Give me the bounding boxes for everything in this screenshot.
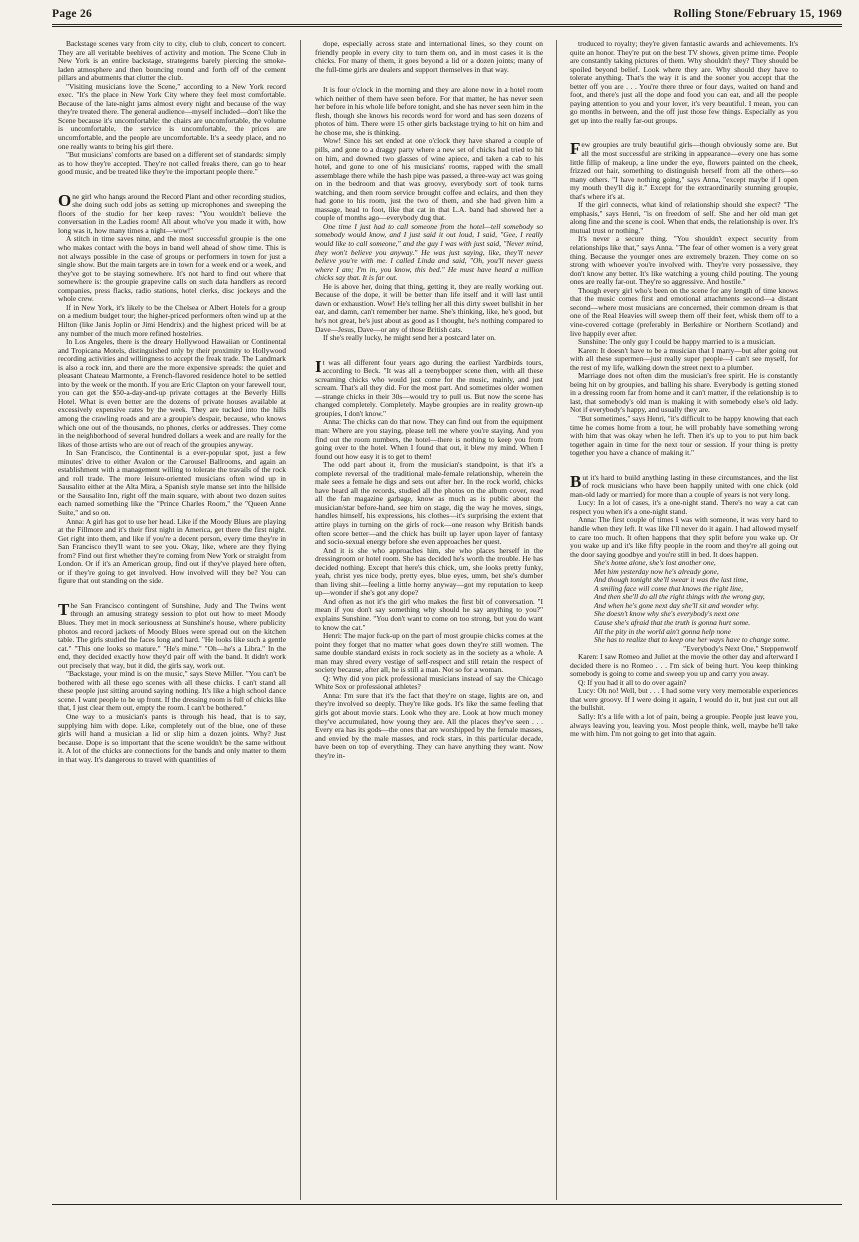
footer-rule bbox=[52, 1204, 842, 1205]
paragraph-text: Karen: It doesn't have to be a musician that I marry—but after going out with all these supermen—just really super people—I can't see myself, for the rest of my life, walking down the street next to a plumber. bbox=[570, 345, 798, 372]
magazine-issue-line: Rolling Stone/February 15, 1969 bbox=[673, 8, 842, 20]
paragraph bbox=[315, 40, 543, 74]
paragraph bbox=[315, 418, 543, 461]
article-column-1 bbox=[58, 40, 286, 1200]
header-rule bbox=[52, 24, 842, 25]
drop-cap: F bbox=[570, 139, 581, 159]
drop-cap: T bbox=[58, 599, 70, 619]
lyric-line: And though tonight she'll swear it was the last time, bbox=[594, 575, 749, 585]
paragraph bbox=[570, 287, 798, 338]
drop-cap: B bbox=[570, 471, 582, 491]
article-column-2 bbox=[315, 40, 543, 1200]
paragraph-text: If she's really lucky, he might send her a postcard later on. bbox=[323, 333, 496, 343]
paragraph bbox=[58, 599, 286, 670]
paragraph-text: he San Francisco contingent of Sunshine, Judy and The Twins went through an amusing strategy session to plot out how to meet Moody Blues. They met in mock seriousness at Sunshine's house, where publicity photos and record jackets of Moody Blues were spread out on the kitchen table. The girls studied the faces long and hard. "He looks like such a gentle cat." "This one looks so mature." "He's mine." "Oh—he's a Libra." In the end, they decided exactly how they'd pair off with the band. It didn't work out precisely that way, but it did, the girls say, work out. bbox=[58, 600, 286, 670]
paragraph-text: Q: If you had it all to do over again? bbox=[578, 677, 687, 687]
paragraph bbox=[315, 598, 543, 632]
paragraph bbox=[58, 235, 286, 303]
paragraph-text: Backstage scenes vary from city to city, club to club, concert to concert. They are all veritable beehives of activity and motion. The Scene Club in New York is an entire backstage, strategems barely piercing the smoke-laden atmosphere and then bouncing round and forth off of the cement pillars and abutments that clutter the club. bbox=[58, 40, 286, 83]
paragraph bbox=[315, 461, 543, 546]
paragraph-text: He is above her, doing that thing, getting it, they are really working out. Because of the dope, it will be better than life itself and it will last until dawn or exhaustion. Wow! He's telling her all this dirty sweet bullshit in her ear, and damn, can't remember her name. She's thinking, like, he's good, but he's not great, he's just about as good as I thought, he's nothing compared to Dave—Jesus, Dave—or any of those British cats. bbox=[315, 281, 543, 334]
paragraph bbox=[315, 223, 543, 283]
page-header bbox=[52, 4, 842, 22]
paragraph bbox=[58, 190, 286, 236]
paragraph bbox=[315, 547, 543, 598]
lyric-line: She's home alone, she's lost another one, bbox=[594, 558, 716, 568]
paragraph bbox=[570, 201, 798, 235]
paragraph bbox=[570, 372, 798, 415]
lyrics-credit: "Everybody's Next One," Steppenwolf bbox=[683, 643, 798, 653]
paragraph bbox=[570, 653, 798, 679]
paragraph bbox=[315, 334, 543, 343]
paragraph-text: Q: Why did you pick professional musicians instead of say the Chicago White Sox or professional athletes? bbox=[315, 673, 543, 692]
paragraph bbox=[58, 449, 286, 517]
column-divider bbox=[300, 40, 301, 1200]
paragraph-text: Wow! Since his set ended at one o'clock they have shared a couple of pills, and gone to a draggy party where a new set of chicks had tried to hit on him, and downed two glasses of wine apiece, and taken a cab to his hotel, and gone to one of his musicians' rooms, rapped with the small assemblage there while the hash pipe was passed, a three-way act was going on in the bedroom and that was groovy, everybody sort of took turns watching, and then room service brought coffee and eclairs, and then they had gone to his room, just the two of them, and she had given him a massage, head to foot, like that cat in that L.A. band had showed her a couple of months ago—everybody dug that. bbox=[315, 136, 543, 223]
paragraph bbox=[570, 415, 798, 458]
paragraph bbox=[58, 83, 286, 151]
paragraph-text: Lucy: In a lot of cases, it's a one-night stand. There's no way a cat can respect you when it's a one-night stand. bbox=[570, 498, 798, 516]
paragraph-text: And often as not it's the girl who makes the first bit of conversation. "I mean if you don't say something why should he say anything to you?" explains Sunshine. "You don't want to come on too strong, but you do want to know the cat." bbox=[315, 596, 543, 632]
paragraph-text: A stitch in time saves nine, and the most successful groupie is the one who makes contact with the boys in band well ahead of show time. This is not always possible in the case of groups or performers in town for just a single show. But the main targets are in town for a week end or a week, and they've got to be staying somewhere. It's not hard to find out where that somewhere is: the groupie grapevine calls on such data handlers as record companies, press flacks, radio stations, hotel clerks, disc jockeys and the whole crew. bbox=[58, 234, 286, 304]
paragraph bbox=[315, 692, 543, 760]
paragraph-text: t was all different four years ago during the earliest Yardbirds tours, according to Beck. "It was all a teenybopper scene then, with all these screaming chicks who would just come for the music, mainly, and just scream. That's all they did. For the most part. And sometimes older women—strange chicks in their 30s—would try to pull us. But now the scene has changed completely. Completely. Maybe groupies are in reality grown-up groupies, I don't know." bbox=[315, 357, 543, 418]
paragraph bbox=[570, 516, 798, 559]
paragraph-text: Marriage does not often dim the musician's free spirit. He is constantly being hit on by groupies, and balling his share. Everybody is getting stoned in a dressing room far from home and it can't matter, if the relationship is to last, that somebody's old man is making it with somebody else's old lady. Not if everybody's happy, and usually they are. bbox=[570, 371, 798, 415]
paragraph-text: Anna: The first couple of times I was with someone, it was very hard to handle when they left. It was like I'll never do it again. I had allowed myself to care too much. It often happens that they split before you wake up. Or you wake up and it's like fifty people in the room and they're all going out the door saying goodbye and you're still in bed. It does happen. bbox=[570, 515, 798, 559]
paragraph bbox=[315, 283, 543, 334]
paragraph-text: "But sometimes," says Henri, "it's difficult to be happy knowing that each time he comes home from a tour, he will probably have something wrong with him that was okay when he left. Then it's up to you to put him back together again in time for the next tour or session. If your thing is pretty together you have a chance of making it." bbox=[570, 413, 798, 458]
paragraph bbox=[570, 141, 798, 201]
lyric-line: A smiling face will come that knows the right line, bbox=[594, 583, 744, 593]
paragraph-text: And it is she who approaches him, she who places herself in the dressingroom or hotel room. She has decided he's worth the trouble. He has decided nothing. Except that here's this chick, um, she looks pretty funky, yeah, christ yes nice body, pretty eyes, blue eyes, umm, bet she's dumber than living shit—feeling a little horny anyway—got my reputation to keep up—wonder if she's got any dope? bbox=[315, 545, 543, 598]
paragraph-text: ne girl who hangs around the Record Plant and other recording studios, she doing such odd jobs as setting up microphones and sweeping the floors of the studio for her keep raves: "You wouldn't believe the conversation in the Ladies room! All about who've you made it with, how long was it, how many times a night—wow!" bbox=[58, 191, 286, 235]
paragraph bbox=[315, 632, 543, 675]
paragraph-text: Sally: It's a life with a lot of pain, being a groupie. People just leave you, always leaving you, leaving you. Most people think, well, maybe he'll take me with him. I'm not going to get into that again. bbox=[570, 712, 798, 739]
paragraph bbox=[570, 687, 798, 713]
lyric-line: She has to realize that to keep one her ways have to change some. bbox=[594, 635, 790, 645]
paragraph bbox=[315, 137, 543, 222]
drop-cap: O bbox=[58, 190, 72, 210]
paragraph bbox=[58, 670, 286, 713]
paragraph-text: It's never a secure thing. "You shouldn't expect security from relationships like that," says Anna. "The fear of other women is a very great thing. Because the younger ones are extremely brazen. They come on so strong with whoever you're involved with. They're very possessive, they don't know any better. It's like watching a young child pouting. The young ones are really far-out. They're so aggressive. And hostile." bbox=[570, 234, 798, 287]
header-rule-double bbox=[52, 26, 842, 27]
lyric-line: And when he's gone next day she'll sit and wonder why. bbox=[594, 600, 759, 610]
page-number: Page 26 bbox=[52, 8, 93, 20]
article-column-3 bbox=[570, 40, 798, 1200]
paragraph bbox=[315, 356, 543, 419]
lyric-line: Met him yesterday now he's already gone, bbox=[594, 566, 719, 576]
paragraph-text: Anna: A girl has got to use her head. Like if the Moody Blues are playing at the Fillmore and it's their first night in America, get there the first night. Get right into them, and like if you're a decent person, every time they're in San Francisco they'll want to see you. Okay, like, where are they flying from? Find out first whether they're coming from New York or straight from London. Or if it's an American group, find out if they've played here often, or if they're going to get involved. How involved will they be? You can figure that out standing on the side. bbox=[58, 516, 286, 586]
lyric-line: And then she'll do all the right things with the wrong guy, bbox=[594, 592, 765, 602]
paragraph-text: In Los Angeles, there is the dreary Hollywood Hawaiian or Continental and Tropicana Motels, distinguished only by their proximity to Hollywood recording activities and willingness to accept the freak trade. The Landmark is also a rock inn, and there are the more expensive spreads: the quiet and pleasant Chateau Marmonte, a French-flavored residence hotel to be settled into by the week or the month. If you are Eric Clapton on your farewell tour, you can get the $50-a-day-and-up private cottages at the Beverly Hills Hotel. What is even better are the dozens of private houses available at excessively expensive rates by the week. They are tucked into the hills among the crawling roads and are a groupie's despair, because, who knows which one out of the thousands, no phones, clerks or addresses. They come in the neighborhood of several hundred dollars a week and are really for the likes of those artists who are out of reach of the groupies anyway. bbox=[58, 337, 286, 449]
song-lyrics bbox=[594, 559, 798, 644]
paragraph bbox=[570, 40, 798, 125]
paragraph-text: The odd part about it, from the musician's standpoint, is that it's a complete reversal of the traditional male-female relationship, wherein the male sees a female he digs and sets out after her. In the rock world, chicks have heard all the records, studied all the photos on the album cover, read all the fan magazine garbage, know as much as is public about the musician/star before-hand, see him on stage, dig the way he moves, sings, handles himself, his expressions, his clothes—it's surprising the extent that attire plays in turning on the girls of rock—one reason why British bands often score better—and the chick has built up layer upon layer of fantasy and socio-sexual energy before she even approaches her quest. bbox=[315, 460, 543, 547]
paragraph-text: Though every girl who's been on the scene for any length of time knows that the music comes first and emotional attachments second—a distant second—where most musicians are concerned, their common dream is that one of the Real Heavies will sweep them off their feet, whisk them off to a vine-covered cottage (preferably in Berkshire or Northern Scotland) and live happily ever after. bbox=[570, 285, 798, 338]
paragraph bbox=[570, 499, 798, 516]
lyric-line: Cause she's afraid that the truth is gonna hurt some. bbox=[594, 618, 751, 627]
paragraph-text: Sunshine: The only guy I could be happy married to is a musician. bbox=[578, 337, 776, 347]
paragraph bbox=[570, 347, 798, 373]
paragraph-text: Henri: The major fuck-up on the part of most groupie chicks comes at the point they forget that no matter what goes down they're still women. The same double standard exists in rock society as in the society as a whole. A man may shred every vestige of self-respect and still retain the respect of society because, after all, he is still a man. Not so for a woman. bbox=[315, 631, 543, 675]
paragraph bbox=[315, 675, 543, 692]
paragraph bbox=[570, 471, 798, 500]
paragraph-text: If in New York, it's likely to be the Chelsea or Albert Hotels for a group on a medium budget tour; the higher-priced performers often wind up at the Hilton (like Janis Joplin or Jimi Hendrix) and the highest priced will be at any number of the much more refined hostelries. bbox=[58, 302, 286, 338]
paragraph-text: Lucy: Oh no! Well, but . . . I had some very very memorable experiences that were groovy. If I were doing it again, I would do it, but just cut out all the bullshit. bbox=[570, 686, 798, 713]
paragraph-text: One time I just had to call someone from the hotel—tell somebody so somebody would know, and I just said it out loud, I said, "Gee, I really would like to call someone," and the guy I was with just said, "Never mind, they won't believe you anyway." He was just saying, like, they'll never believe you're with me. I called Linda and said, "Oh, you'll never guess where I am; I'm in, you know, this bed." He must have heard a million chicks say that. It is far out. bbox=[315, 221, 543, 283]
paragraph-text: If the girl connects, what kind of relationship should she expect? "The emphasis," says Henri, "is on freedom of self. She and her old man get along fine and the scene is cool. When that ends, the relationship is over. It's mutual trust or nothing." bbox=[570, 200, 798, 235]
paragraph bbox=[570, 235, 798, 286]
paragraph-text: "But musicians' comforts are based on a different set of standards: simply as to how they're accepted. They're not called freaks there, can go to hear good music, and be treated like they're the important people there." bbox=[58, 150, 286, 177]
paragraph bbox=[58, 304, 286, 338]
paragraph bbox=[570, 713, 798, 739]
paragraph-text: ut it's hard to build anything lasting in these circumstances, and the list of rock musicians who have been happily united with one chick (old man-old lady or married) for more than a couple of years is not very long. bbox=[570, 472, 798, 499]
lyric-line: All the pity in the world ain't gonna help none bbox=[594, 626, 731, 636]
paragraph-text: One way to a musician's pants is through his head, that is to say, supplying him with dope. Like, completely out of the blue, one of these girls will hand a musician a lid or slip him a dozen joints. Why? Just because. Dope is so important that the scene wouldn't be the same without it. A lot of the chicks are connections for the bands and only matter to them in that way. It's dangerous to travel with quantities of bbox=[58, 712, 286, 764]
paragraph bbox=[58, 338, 286, 449]
paragraph bbox=[58, 151, 286, 177]
paragraph bbox=[315, 86, 543, 137]
paragraph bbox=[58, 40, 286, 83]
paragraph-text: In San Francisco, the Continental is a ever-popular spot, just a few minutes' drive to either Avalon or the Carousel Ballrooms, and again an establishment with a management willing to tolerate the travails of the rock and roll trade. The more leisure-oriented musicians often wind up in Sausalito either at the Alta Mira, a Spanish style manse set into the hillside or the Sausalito Inn, right off the main square, with about two dozen suites each named something like the "Prince Charles Room," the "Queen Anne Suite," and so on. bbox=[58, 448, 286, 517]
paragraph bbox=[58, 713, 286, 764]
paragraph bbox=[58, 518, 286, 586]
paragraph-text: dope, especially across state and international lines, so they count on friendly people in every city to turn them on, and in most cases it is the chicks. For many of them, it goes beyond a lid or a dozen joints; many of the full-time girls are dealers and support themselves in that way. bbox=[315, 40, 543, 74]
paragraph-text: Anna: I'm sure that it's the fact that they're on stage, lights are on, and they're involved so deeply. They're like gods. It's like the same feeling that girls got about movie stars. Look who they are. Look at how much money they've accumulated, how young they are. All the places they've seen . . . Every era has its gods—the ones that are worshipped by the female masses, and envied by the male masses, and rock stars, in this particular decade, have been on top of everything. They can have anything they want. Now they're in- bbox=[315, 690, 543, 760]
paragraph-text: "Visiting musicians love the Scene," according to a New York record exec. "It's the place in New York City where they feel most comfortable. Because of the late-night jams almost every night and because of the way they're treated there. The general audience—myself included—don't like the Scene because it's uncomfortable: the chairs are uncomfortable, the volume is uncomfortable, the service is uncomfortable, the prices are uncomfortable, and the people are uncomfortable. It's a seedy place, and no one really wants to bring his girl there. bbox=[58, 81, 286, 151]
paragraph-text: Anna: The chicks can do that now. They can find out from the equipment man: Where are you staying, please tell me where you're staying. And you find out the room numbers, the hotel—there is nothing to keep you from going over to the hotel. When I found that out, it blew my mind. When I found out how easy it is to get to them! bbox=[315, 417, 543, 461]
drop-cap: I bbox=[315, 356, 322, 376]
column-divider bbox=[556, 40, 557, 1200]
paragraph-text: troduced to royalty; they're given fantastic awards and achievements. It's quite an honor. They're put on the best TV shows, given prime time. People are constantly taking pictures of them. Why shouldn't they? They should be spoiled beyond belief. Look where they are. Why should they have to tolerate anything. That's the way it is and the sooner you accept that the better off you are . . . You're there three or four days, waited on hand and foot, and there's just all the dope and food you can eat, and all the people paying attention to you and your lover, it's very beautiful. I mean, you can go months in between, and the off just those few things. Especially as you get up into the really far-out groups. bbox=[570, 40, 798, 125]
paragraph-text: It is four o'clock in the morning and they are alone now in a hotel room which neither of them have seen before. For that matter, he has never seen her before in his whole life before tonight, and she has never seen him in the flesh, though she knows his records word for word and has seen dozens of photos of him. There were 15 other girls backstage trying to hit on him and he chose me, she is thinking. bbox=[315, 85, 543, 137]
paragraph-text: "Backstage, your mind is on the music," says Steve Miller. "You can't be bothered with all these ego scenes with all these chicks. I can't stand all these people just sitting around saying nothing. It's like a high school dance scene. I want people to be up front. If the dressing room is full of chicks like that, I just clear them out, empty the room. I can't be bothered." bbox=[58, 669, 286, 713]
paragraph-text: Karen: I saw Romeo and Juliet at the movie the other day and afterward I decided there is no Romeo . . . I'm sick of being hurt. You keep thinking somebody is going to come and sweep you up and carry you away. bbox=[570, 652, 798, 679]
paragraph-text: ew groupies are truly beautiful girls—though obviously some are. But all the most successful are striking in appearance—every one has some little fillip of makeup, a line under the eye, flowers painted on the cheek, frizzed out hair, something to distinguish herself from all the others—so many others. "I have nothing going," says Anna, "except maybe if I open my mouth they'll dig it." Except for the extraordinarily stunning groupie, that's where it's at. bbox=[570, 140, 798, 201]
lyric-line: She doesn't know why she's everybody's next one bbox=[594, 609, 740, 619]
